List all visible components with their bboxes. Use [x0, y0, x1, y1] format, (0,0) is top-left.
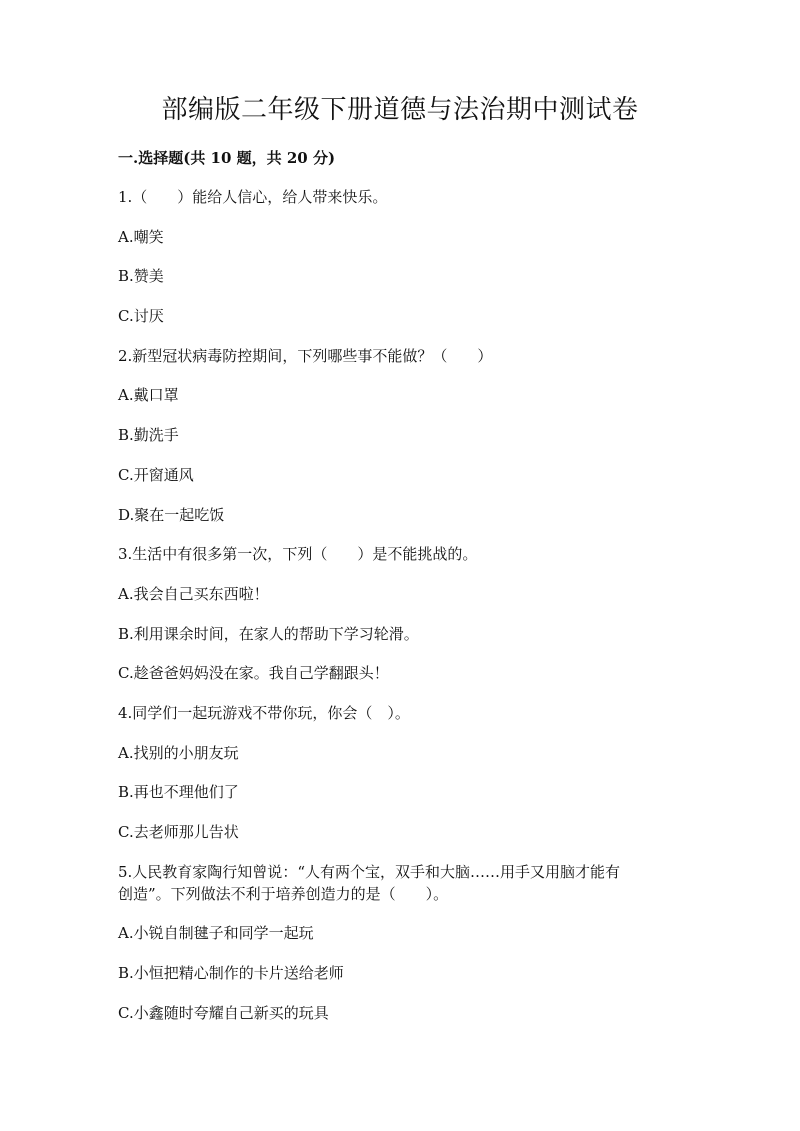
question-1-option-c: C.讨厌 — [118, 307, 164, 326]
question-5-stem-line-1: 5.人民教育家陶行知曾说：“人有两个宝，双手和大脑……用手又用脑才能有 — [118, 862, 620, 881]
question-2-option-a: A.戴口罩 — [118, 386, 179, 405]
page-title: 部编版二年级下册道德与法治期中测试卷 — [161, 95, 639, 125]
question-2-option-d: D.聚在一起吃饭 — [118, 505, 225, 524]
question-3-option-c: C.趁爸爸妈妈没在家。我自己学翻跟头！ — [118, 664, 389, 683]
question-5-option-c: C.小鑫随时夸耀自己新买的玩具 — [118, 1003, 329, 1022]
question-2-stem: 2.新型冠状病毒防控期间，下列哪些事不能做？（ ） — [118, 346, 493, 365]
question-3-option-a: A.我会自己买东西啦！ — [118, 584, 269, 603]
question-1-option-a: A.嘲笑 — [118, 227, 164, 246]
question-2-option-b: B.勤洗手 — [118, 426, 179, 445]
question-3-stem: 3.生活中有很多第一次，下列（ ）是不能挑战的。 — [118, 545, 478, 564]
question-3-option-b: B.利用课余时间，在家人的帮助下学习轮滑。 — [118, 624, 419, 643]
question-1-option-b: B.赞美 — [118, 267, 164, 286]
question-4-option-c: C.去老师那儿告状 — [118, 823, 239, 841]
question-4-stem: 4.同学们一起玩游戏不带你玩，你会（ ）。 — [118, 703, 410, 722]
question-1-stem: 1.（ ）能给人信心，给人带来快乐。 — [118, 188, 388, 206]
question-4-option-a: A.找别的小朋友玩 — [118, 743, 239, 762]
question-list — [118, 186, 688, 1024]
section-heading: 一.选择题(共 10 题，共 20 分) — [118, 149, 336, 167]
question-5-option-b: B.小恒把精心制作的卡片送给老师 — [118, 964, 344, 983]
question-5-option-a: A.小锐自制毽子和同学一起玩 — [118, 924, 314, 943]
question-2-option-c: C.开窗通风 — [118, 465, 194, 484]
question-5-stem-line-2: 创造”。下列做法不利于培养创造力的是（ ）。 — [118, 884, 449, 903]
question-4-option-b: B.再也不理他们了 — [118, 783, 239, 802]
